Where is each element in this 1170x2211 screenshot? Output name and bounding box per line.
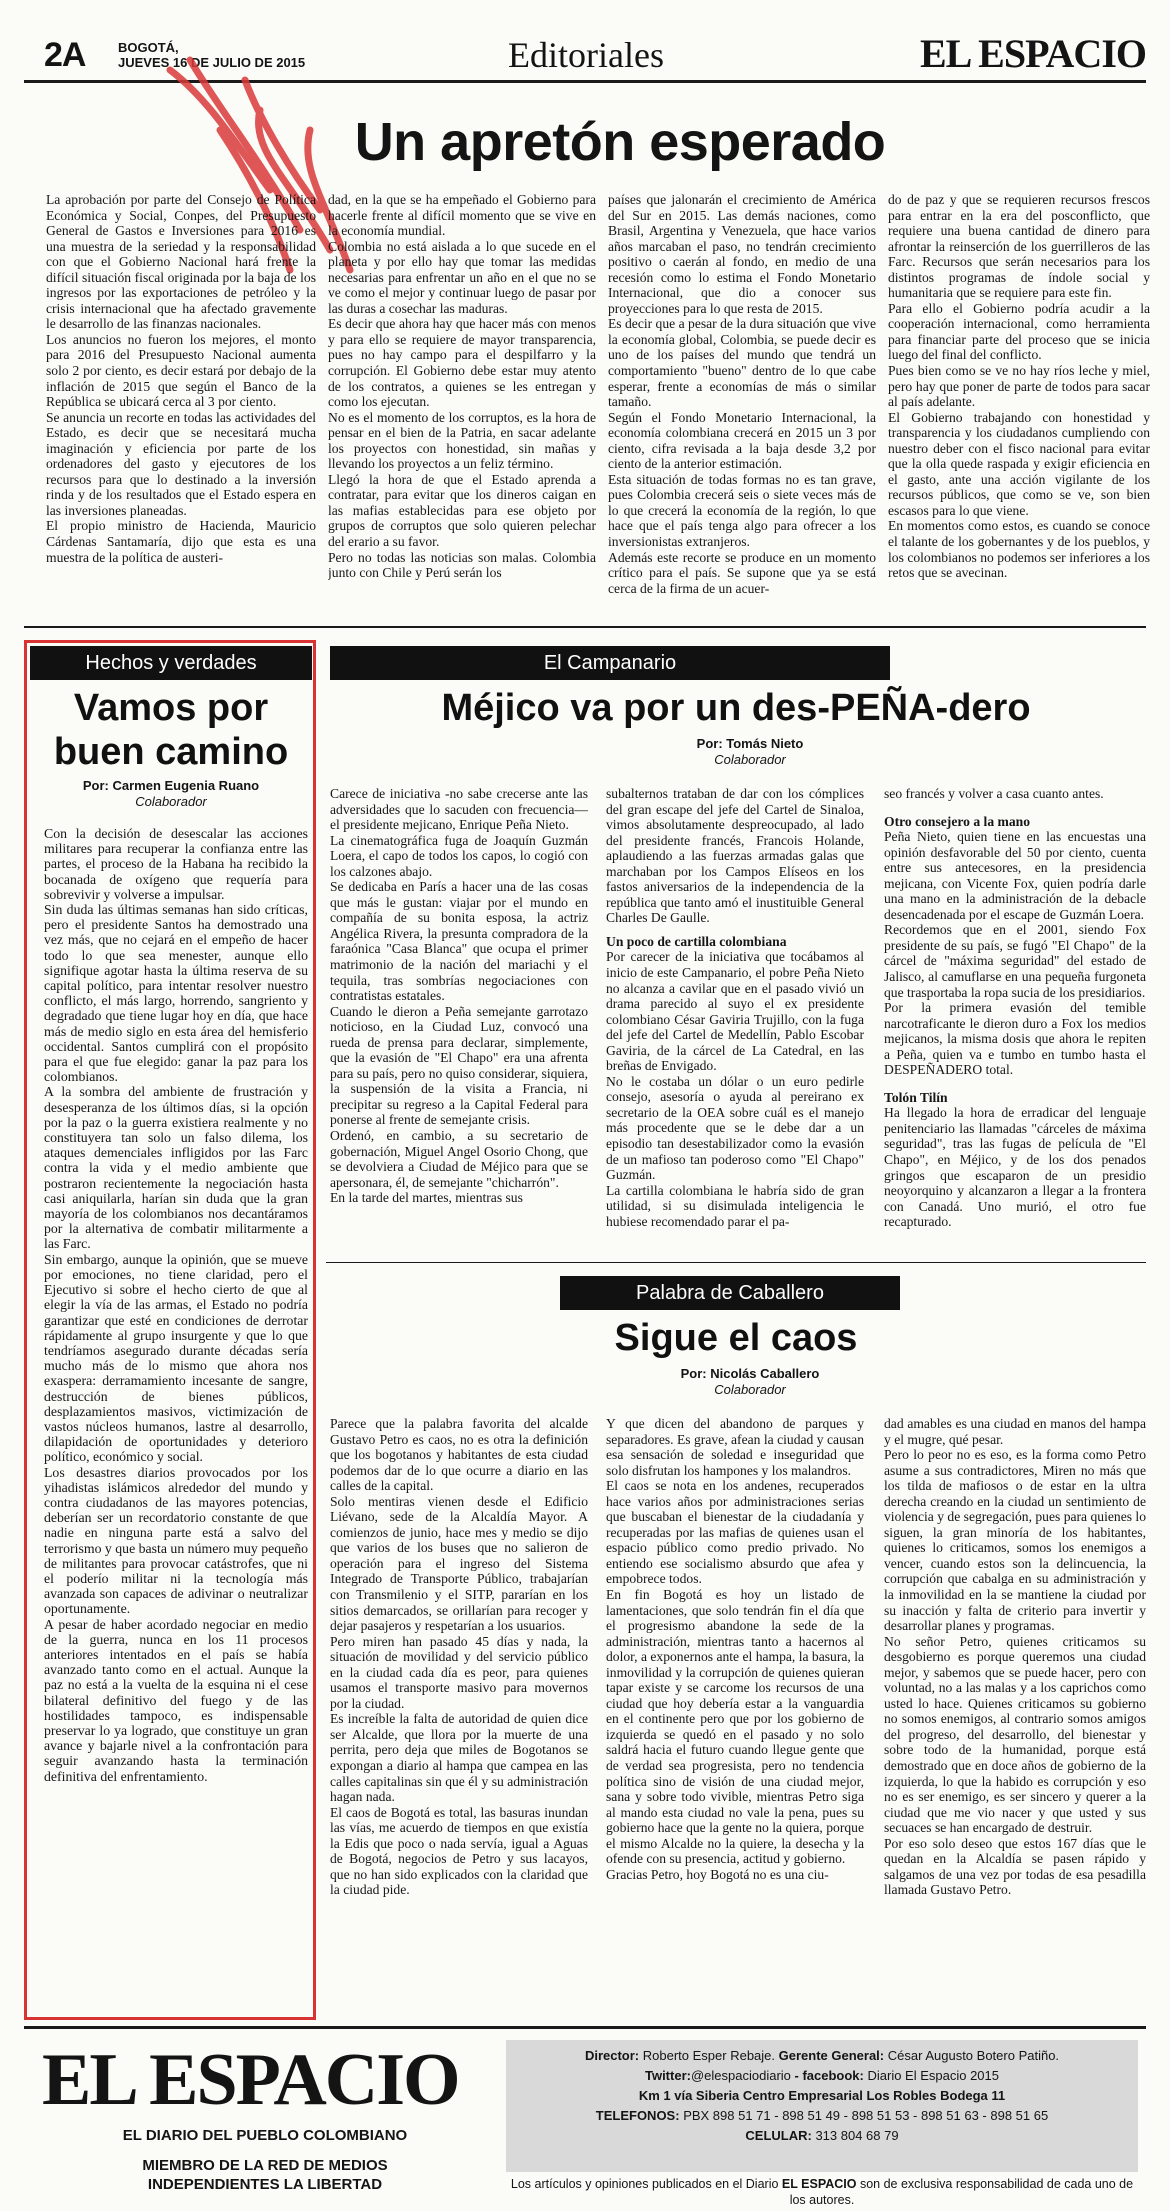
caballero-column-1: Parece que la palabra favorita del alcalde Gustavo Petro es caos, no es otra la definición que los bogotanos y habitantes de esta ciudad podemos dar de lo que ocurre a diario en las calles de la capital. Solo mentiras vienen desde el Edificio Liévano, sede de la Alcaldía Mayor. A comienzos de junio, hace mes y medio se dijo que varios de los buses que no salieron de operación para el ingreso del Sistema Integrado de Transporte Público, trabajarían con Transmilenio y el SITP, pararían en los sitios demarcados, se orillarían para recoger y dejar pasajeros y respetarían a los usuarios. Pero miren han pasado 45 días y nada, la situación de movilidad y del servicio público en la ciudad cada día es peor, para quienes usamos el transporte masivo para movernos por la ciudad. Es increíble la falta de autoridad de quien dice ser Alcalde, que llora por la muerte de una perrita, pero deja que miles de Bogotanos se expongan a diario al hampa que campea en las calles capitalinas sin que él y su administración hagan nada. El caos de Bogotá es total, las basuras inundan las vías, me acuerdo de tiempos en que existía la Edis que poco o nada servía, igual a Aguas de Bogotá, negocios de Petro y sus lacayos, que no han sido explicados con la claridad que la ciudad pide.: [330, 1416, 588, 1898]
campanario-role: Colaborador: [714, 752, 786, 767]
gerente-label: Gerente General:: [778, 2048, 885, 2063]
campanario-col3c-text: Ha llegado la hora de erradicar del lenguaje penitenciario las llamadas "cárceles de máxima seguridad", tras las fugas de película de "El Chapo", en Méjico, y de los dos penados gringos que escaparon de un presidio neoyorquino y alcanzaron a llegar a la frontera con Canadá. Uno murió, el otro fue recapturado.: [884, 1105, 1146, 1230]
lead-column-1: La aprobación por parte del Consejo de Política Económica y Social, Conpes, del Presupuesto General de Gastos e Inversiones para 2016 es una muestra de la seriedad y la responsabilidad con que el Gobierno Nacional hará frente la difícil situación fiscal originada por la baja de los ingresos por las exportaciones de petróleo y la crisis internacional que ha afectado gravemente le desarrollo de las finanzas nacionales. Los anuncios no fueron los mejores, el monto para 2016 del Presupuesto Nacional aumenta solo 2 por ciento, es decir estará por debajo de la inflación de 2015 que según el Banco de la República se ubicará cerca al 3 por ciento. Se anuncia un recorte en todas las actividades del Estado, es decir que se necesitará mucha imaginación y eficiencia por parte de los ordenadores del gasto y ejecutores de los recursos para que lo destinado a la inversión rinda y de los resultados que el Estado espera en las inversiones planeadas. El propio ministro de Hacienda, Mauricio Cárdenas Santamaría, dijo que esta es una muestra de la política de austeri-: [46, 192, 316, 565]
caballero-byline: [600, 1366, 900, 1398]
hechos-banner: Hechos y verdades: [30, 646, 312, 680]
lead-headline: Un apretón esperado: [354, 112, 886, 172]
campanario-subhead-1: Un poco de cartilla colombiana: [606, 933, 787, 949]
section-title: Editoriales: [508, 35, 664, 75]
credits-line-3: [506, 2086, 1138, 2106]
lead-column-4: do de paz y que se requieren recursos frescos para entrar en la era del posconflicto, que requiere una buena cantidad de dinero para afrontar la reinserción de los guerrilleros de las Farc. Recursos que serán necesarios para los distintos programas de índole social y humanitaria que se requiere para este fin. Para ello el Gobierno podría acudir a la cooperación internacional, como herramienta para financiar parte del proceso que se inicia luego del final del conflicto. Pues bien como se ve no hay ríos leche y miel, pero hay que poner de parte de todos para sacar al país adelante. El Gobierno trabajando con honestidad y transparencia y los ciudadanos cumpliendo con nuestro deber con el fisco nacional para evitar que la olla quede raspada y exigir eficiencia en el gasto, ante una acción vigilante de los recursos públicos, que como se ve, son bien escasos para lo que viene. En momentos como estos, es cuando se conoce el talante de los gobernantes y de los pueblos, y los colombianos no podemos ser inferiores a los retos que se avecinan.: [888, 192, 1150, 581]
dateline-city: BOGOTÁ,: [118, 40, 179, 55]
disclaimer-brand: EL ESPACIO: [781, 2177, 857, 2191]
hechos-title-line-2: buen camino: [53, 731, 289, 773]
credits-line-5: [506, 2126, 1138, 2146]
credits-line-1: [506, 2046, 1138, 2066]
campanario-col3a-text: seo francés y volver a casa cuanto antes.: [884, 786, 1104, 801]
credits-line-4: [506, 2106, 1138, 2126]
credits-line-2: [506, 2066, 1138, 2086]
gerente-name: César Augusto Botero Patiño.: [887, 2048, 1060, 2063]
caballero-column-2: Y que dicen del abandono de parques y separadores. Es grave, afean la ciudad y causan esa sensación de soledad e inseguridad que solo disfrutan los hampones y los malandros. El caos se nota en los andenes, recuperados hace varios años por administraciones serias que buscaban el bienestar de la ciudadanía y recuperadas por las mafias de quienes usan el espacio público como predio privado. No entiendo ese socialismo absurdo que afea y empobrece todos. En fin Bogotá es hoy un listado de lamentaciones, que solo tendrán fin el día que el progresismo abandone la sede de la administración, mientras tanto a hacernos al dolor, a exponernos ante el hampa, la basura, la inmovilidad y la corrupción de quienes quieran tapar existe y se carcome los recursos de una ciudad que hoy debería estar a la vanguardia en el continente pero que por los gobierno de izquierda se quedó en el pasado y no solo saldrá hacia el futuro cuando llegue gente que de verdad sea progresista, pero no tendencia política sino de visión de una ciudad mejor, sana y sobre todo vivible, mientras Petro siga al mando esta ciudad no vale la pena, pues su gobierno hace que la gente no la quiera, porque el mismo Alcalde no la quiere, la desecha y la ofende con su presencia, actitud y gobierno. Gracias Petro, hoy Bogotá no es una ciu-: [606, 1416, 864, 1882]
lead-column-2: dad, en la que se ha empeñado el Gobierno para hacerle frente al difícil momento que se vive en la economía mundial. Colombia no está aislada a lo que sucede en el planeta y por ello hay que tomar las medidas necesarias para enfrentar un año en el que no se ve como el mejor y continuar luego de pasar por las duras a cosechar las maduras. Es decir que ahora hay que hacer más con menos y para ello se requiere de mayor transparencia, pues no hay campo para el despilfarro y la corrupción. El Gobierno debe estar muy atento de los contratos, a quienes se les entregan y como los ejecutan. No es el momento de los corruptos, es la hora de pensar en el bien de la Patria, en sacar adelante los proyectos con honestidad, sin mañas y llevando los proyectos a un feliz término. Llegó la hora de que el Estado aprenda a contratar, para evitar que los dineros caigan en las mafias establecidas para ese objeto por grupos de corruptos que solo quieren pelechar del erario a su favor. Pero no todas las noticias son malas. Colombia junto con Chile y Perú serán los: [328, 192, 596, 581]
disclaimer-text-a: Los artículos y opiniones publicados en el Diario: [510, 2177, 779, 2191]
campanario-title: Méjico va por un des-PEÑA-dero: [441, 687, 1031, 729]
campanario-banner: El Campanario: [330, 646, 890, 680]
lead-bottom-rule: [24, 626, 1146, 628]
hechos-title: [30, 686, 312, 774]
brand-logo-top: EL ESPACIO: [920, 31, 1146, 76]
campanario-column-1: Carece de iniciativa -no sabe crecerse ante las adversidades que lo sacuden con frecuencia—el presidente mejicano, Enrique Peña Nieto. La cinematográfica fuga de Joaquín Guzmán Loera, el capo de todos los capos, lo cogió con los calzones abajo. Se dedicaba en París a hacer una de las cosas que más le gustan: viajar por el mundo en compañía de su bonita esposa, la actriz Angélica Rivera, la presunta compradora de la faraónica "Casa Blanca" que ocupa el primer matrimonio de la nación del mariachi y el tequila, tras sombrías negociaciones con contratistas estatales. Cuando le dieron a Peña semejante garrotazo noticioso, en la Ciudad Luz, convocó una rueda de prensa para declarar, simplemente, que la evasión de "El Chapo" era una afrenta para su país, pero no quiso considerar, siquiera, la suspensión de la visita a Francia, ni precipitar su regreso a la Capital Federal para ponerse al frente de semejante crisis. Ordenó, en cambio, a su secretario de gobernación, Miguel Angel Osorio Chong, que se devolviera a Ciudad de Méjico para que se apersonara, él, de semejante "chicharrón". En la tarde del martes, mientras sus: [330, 786, 588, 1206]
footer-member-line-1: MIEMBRO DE LA RED DE MEDIOS: [142, 2157, 388, 2174]
campanario-subhead-2: Otro consejero a la mano: [884, 813, 1030, 829]
footer-member-line-2: INDEPENDIENTES LA LIBERTAD: [147, 2176, 383, 2193]
hechos-title-line-1: Vamos por: [73, 687, 269, 729]
phones-label: TELEFONOS:: [595, 2108, 680, 2123]
campanario-bottom-rule: [326, 1262, 1146, 1263]
page-number: 2A: [44, 36, 86, 74]
dateline-date: JUEVES 16 DE JULIO DE 2015: [118, 55, 306, 70]
caballero-title: Sigue el caos: [614, 1317, 858, 1359]
campanario-column-2: [606, 786, 864, 1254]
phones: PBX 898 51 71 - 898 51 49 - 898 51 53 - 898 51 63 - 898 51 65: [683, 2108, 1049, 2123]
twitter-label: Twitter:: [644, 2068, 691, 2083]
campanario-col2b-text: Por carecer de la iniciativa que tocábamos al inicio de este Campanario, el pobre Peña Nieto no alcanza a cavilar que en el pasado vivió un drama parecido al suyo el ex presidente colombiano César Gaviria Trujillo, con la fuga del jefe del Cartel de Medellín, Pablo Escobar Gaviria, de la cárcel de La Catedral, en las breñas de Envigado. No le costaba un dólar o un euro pedirle consejo, asesoría o ayuda al pereirano ex secretario de la OEA sobre cuál es el manejo más procedente que se le debe dar a un episodio tan desestabilizador como la evasión de un mafioso tan poderoso como "El Chapo" Guzmán. La cartilla colombiana le habría sido de gran utilidad, si su disimulada inteligencia le hubiese recomendado parar el pa-: [606, 949, 864, 1229]
hechos-byline: [30, 778, 312, 810]
hechos-author: Por: Carmen Eugenia Ruano: [82, 778, 260, 793]
campanario-column-3: [884, 786, 1146, 1254]
caballero-column-3: dad amables es una ciudad en manos del hampa y el mugre, qué pesar. Pero lo peor no es eso, es la forma como Petro asume a sus contradictores, Miren no más que los tilda de mafiosos o de estar en la ultra derecha creando en la ciudad un sentimiento de violencia y de segregación, pues para quienes lo siguen, la gran minoría de los habitantes, quienes lo criticamos, somos los enemigos a vencer, cuando estos son la delincuencia, la corrupción que cabalga en su administración y la inmovilidad en la se mantiene la ciudad por su inacción y falta de criterio para invertir y desarrollar planes y programas. No señor Petro, quienes criticamos su desgobierno es porque queremos una ciudad mejor, y sabemos que se puede hacer, pero con voluntad, no a las malas y a los caprichos como usted lo hace. Quienes criticamos su gobierno no somos enemigos, al contrario somos amigos del progreso, del desarrollo, del bienestar y sobre todo de la humanidad, porque está demostrado que en doce años de gobierno de la izquierda, lo que la habido es corrupción y eso no es ser enemigo, es ser sincero y querer a la ciudad que me vio nacer y que usted y sus secuaces se han encargado de destruir. Por eso solo deseo que estos 167 días que le quedan en la Alcaldía se pasen rápido y salgamos de una vez por todas de esa pesadilla llamada Gustavo Petro.: [884, 1416, 1146, 1898]
hechos-body: Con la decisión de desescalar las acciones militares para recuperar la confianza entre las partes, el proceso de la Habana ha recibido la bocanada de oxígeno que requería para sobrevivir y volverse a impulsar. Sin duda las últimas semanas han sido críticas, pero el presidente Santos ha demostrado una vez más, que no cejará en el empeño de hacer todo lo que sea menester, aunque ello signifique agotar hasta la última reserva de su capital político, para intentar resolver nuestro conflicto, el más largo, horrendo, sangriento y degradado que tiene lugar hoy en día, que hace más de medio siglo en esta área del hemisferio occidental. Santos cumplirá con el propósito para el que fue elegido: ganar la paz para los colombianos. A la sombra del ambiente de frustración y desesperanza de los últimos días, si la opción por la paz o la guerra existiera realmente y no constituyera tan solo un falso dilema, los ataques demenciales infligidos por las Farc contra la vida y el medio ambiente que postraron recientemente la negociación hasta casi aniquilarla, harían sin duda que la gran mayoría de los colombianos nos decantáramos por la alternativa de combatir militarmente a las Farc. Sin embargo, aunque la opinión, que se mueve por emociones, no tiene claridad, pero el Ejecutivo si sobre el hecho cierto de que al elegir la vía de las armas, el Estado no podría garantizar que esté en condiciones de derrotar rápidamente al grupo insurgente y que lo que tendríamos asegurado durante décadas sería mucho más de lo mismo que ahora nos exaspera: derramamiento incesante de sangre, destrucción de bienes públicos, desplazamientos masivos, victimización de vastos núcleos humanos, lastre al desarrollo, dilapidación de oportunidades y deterioro político, económico y social. Los desastres diarios provocados por los yihadistas islámicos alrededor del mundo y contra ciudadanos de las mayores potencias, deberían ser un recordatorio constante de que nadie en ninguna parte está a salvo del terrorismo y que basta un número muy pequeño de militantes para provocar catástrofes, que ni el poderío militar ni la tecnología más avanzada son capaces de adivinar o neutralizar oportunamente. A pesar de haber acordado negociar en medio de la guerra, nunca en los 11 procesos anteriores intentados en el país se había avanzado tanto como en el actual. Aunque la paz no está a la vuelta de la esquina ni el cese bilateral definitivo del fuego y de las hostilidades tampoco, es indispensable preservar lo ya logrado, que constituye un gran avance y bajarle nivel a la confrontación para seguir avanzando hasta la terminación definitiva del enfrentamiento.: [44, 826, 308, 1784]
campanario-col2-text: subalternos trataban de dar con los cómplices del gran escape del jefe del Cartel de Sinaloa, vimos absolutamente despreocupado, al lado del presidente francés, Francois Holande, aplaudiendo a las fuerzas armadas galas que marchaban por los Campos Elíseos en los fastos aniversarios de la independencia de la república que tanto amó el inustituible General Charles De Gaulle.: [606, 786, 864, 926]
director-label: Director:: [584, 2048, 640, 2063]
brand-logo-footer: EL ESPACIO: [42, 2039, 459, 2121]
caballero-role: Colaborador: [714, 1382, 786, 1397]
campanario-subhead-3: Tolón Tilín: [884, 1089, 948, 1105]
director-name: Roberto Esper Rebaje.: [642, 2048, 776, 2063]
cell-number: 313 804 68 79: [815, 2128, 899, 2143]
footer-disclaimer: [506, 2176, 1138, 2208]
footer-top-rule: [24, 2026, 1146, 2029]
address: Km 1 vía Siberia Centro Empresarial Los Robles Bodega 11: [638, 2088, 1006, 2103]
hechos-role: Colaborador: [135, 794, 207, 809]
campanario-byline: [600, 736, 900, 768]
campanario-col3b-text: Peña Nieto, quien tiene en las encuestas una opinión desfavorable del 50 por ciento, cuenta entre sus antecesores, en la presidencia mejicana, con Vicente Fox, quien podría darle una mano en la administración de la debacle desencadenada por el escape de Guzmán Loera. Recordemos que en el 2001, siendo Fox presidente de su país, se fugó "El Chapo" de la cárcel de "máxima seguridad" del estado de Jalisco, al camuflarse en una pequeña furgoneta que trasportaba la ropa sucia de los presidiarios. Por la primera evasión del temible narcotraficante le dieron duro a Fox los medios mejicanos, la misma dosis que ahora le repiten a Peña, quien va e tumbo en tumbo hasta el DESPEÑADERO total.: [884, 829, 1146, 1078]
twitter-handle: @elespaciodiario: [690, 2068, 791, 2083]
footer-credits-box: [506, 2040, 1138, 2172]
disclaimer-text-b: son de exclusiva responsabilidad de cada uno de los autores.: [789, 2177, 1134, 2207]
cell-label: CELULAR:: [745, 2128, 812, 2143]
facebook-page: Diario El Espacio 2015: [867, 2068, 1000, 2083]
caballero-author: Por: Nicolás Caballero: [680, 1366, 820, 1381]
caballero-banner: Palabra de Caballero: [560, 1276, 900, 1310]
footer-tagline: EL DIARIO DEL PUEBLO COLOMBIANO: [122, 2127, 408, 2144]
campanario-author: Por: Tomás Nieto: [696, 736, 804, 751]
lead-column-3: países que jalonarán el crecimiento de América del Sur en 2015. Las demás naciones, como Brasil, Argentina y Venezuela, que hace varios años marcaban el paso, no tendrán crecimiento positivo o caerán al fondo, en medio de una recesión como lo estima el Fondo Monetario Internacional, que dio a conocer sus proyecciones para lo que resta de 2015. Es decir que a pesar de la dura situación que vive la economía global, Colombia, se puede decir es uno de los países del mundo que tendrá un comportamiento "bueno" dentro de lo que cabe esperar, frente a economías de más o similar tamaño. Según el Fondo Monetario Internacional, la economía colombiana crecerá en 2015 un 3 por ciento, cifra revisada a la baja desde 3,2 por ciento de la anterior estimación. Esta situación de todas formas no es tan grave, pues Colombia crecerá seis o siete veces más de lo que crecerá la economía de la región, lo que hace que el país tenga algo para ofrecer a los inversionistas extranjeros. Además este recorte se produce en un momento crítico para el país. Se supone que ya se está cerca de la firma de un acuer-: [608, 192, 876, 596]
facebook-label: - facebook:: [794, 2068, 864, 2083]
